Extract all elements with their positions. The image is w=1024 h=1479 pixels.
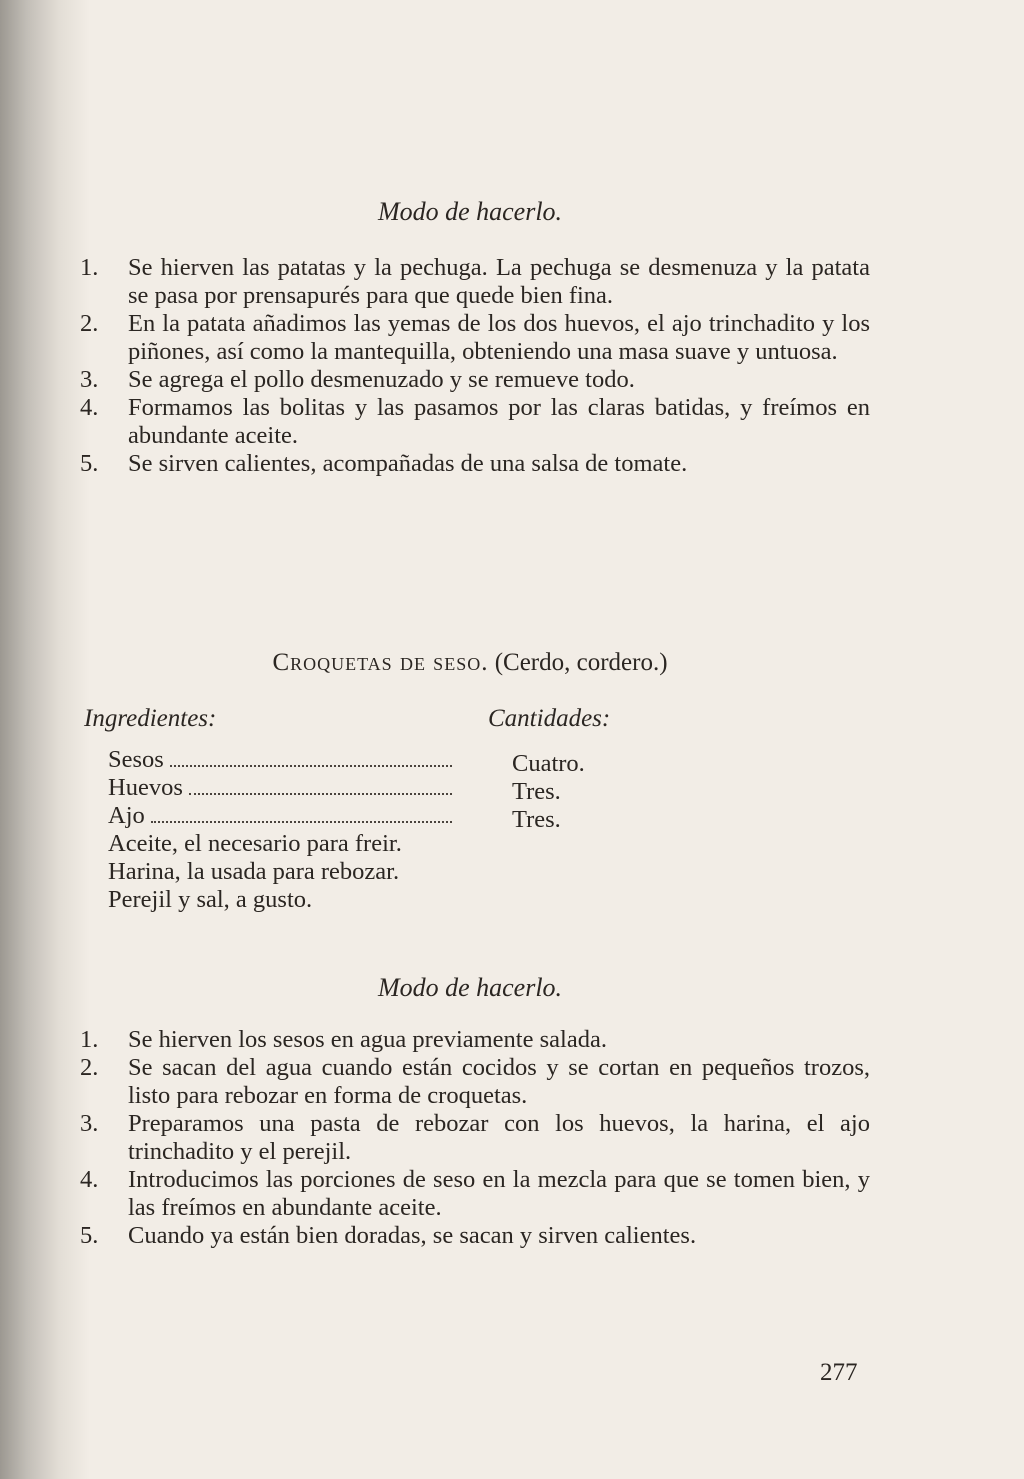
method-heading-2: Modo de hacerlo.: [377, 973, 563, 1002]
recipe-title: [0, 648, 940, 678]
method-steps-1: [80, 254, 870, 478]
ingredient-row: Ajo: [108, 802, 456, 830]
step-item: 4. Formamos las bolitas y las pasamos por las claras batidas, y freímos en abundante aceite.: [80, 394, 870, 449]
quantity-value: Cuatro.: [512, 750, 585, 777]
step-item: 3. Se agrega el pollo desmenuzado y se remueve todo.: [80, 366, 635, 393]
step-item: 5. Cuando ya están bien doradas, se sacan y sirven calientes.: [80, 1222, 697, 1249]
step-item: 4. Introducimos las porciones de seso en la mezcla para que se tomen bien, y las freímos en abundante aceite.: [80, 1166, 870, 1221]
quantity-value: Tres.: [512, 806, 561, 833]
recipe-title-name: Croquetas de seso.: [272, 649, 489, 676]
ingredients-list: [108, 746, 528, 914]
ingredient-row: Harina, la usada para rebozar.: [108, 858, 400, 885]
quantity-value: Tres.: [512, 778, 561, 805]
step-item: 2. Se sacan del agua cuando están cocidos y se cortan en pequeños trozos, listo para rebozar en forma de croquetas.: [80, 1054, 870, 1109]
ingredients-label: Ingredientes:: [84, 705, 217, 732]
method-steps-2: [80, 1026, 870, 1250]
dot-leader: [189, 774, 452, 795]
step-item: 1. Se hierven los sesos en agua previamente salada.: [80, 1026, 607, 1053]
ingredient-row: Sesos: [108, 746, 456, 774]
page-number: 277: [820, 1359, 858, 1386]
quantities-list: [512, 750, 712, 834]
step-item: 3. Preparamos una pasta de rebozar con los huevos, la harina, el ajo trinchadito y el perejil.: [80, 1110, 870, 1165]
ingredient-row: Perejil y sal, a gusto.: [108, 886, 313, 913]
step-item: 2. En la patata añadimos las yemas de los dos huevos, el ajo trinchadito y los piñones, así como la mantequilla, obteniendo una masa suave y untuosa.: [80, 310, 870, 365]
method-heading-1: Modo de hacerlo.: [377, 197, 563, 226]
ingredient-row: Huevos: [108, 774, 456, 802]
dot-leader: [151, 802, 452, 823]
quantities-label: Cantidades:: [488, 705, 611, 732]
dot-leader: [170, 746, 452, 767]
step-item: 5. Se sirven calientes, acompañadas de una salsa de tomate.: [80, 450, 688, 477]
step-item: 1. Se hierven las patatas y la pechuga. La pechuga se desmenuza y la patata se pasa por prensapurés para que quede bien fina.: [80, 254, 870, 309]
ingredient-row: Aceite, el necesario para freir.: [108, 830, 402, 857]
recipe-title-subtitle: (Cerdo, cordero.): [494, 649, 668, 676]
